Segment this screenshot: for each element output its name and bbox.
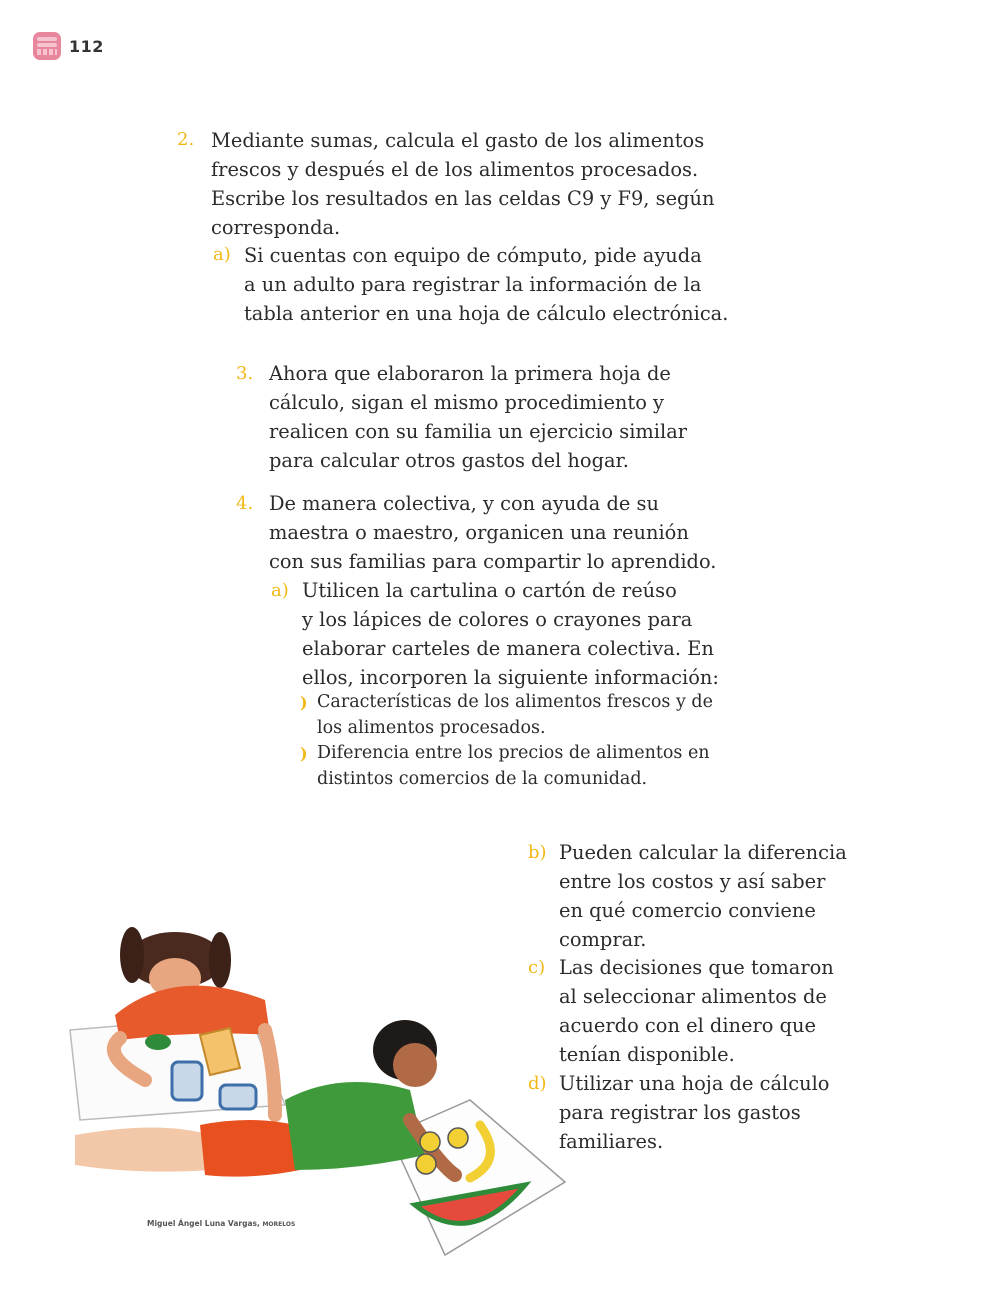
children-drawing-illustration: [60, 920, 570, 1260]
item-4d-text: [559, 1069, 829, 1156]
item-3-text: [269, 359, 687, 475]
credit-place: MORELOS: [262, 1221, 296, 1228]
text-line: Mediante sumas, calcula el gasto de los alimentos: [211, 129, 705, 152]
text-line: Pueden calcular la diferencia: [559, 841, 847, 864]
text-line: ellos, incorporen la siguiente información:: [302, 666, 719, 689]
text-line: acuerdo con el dinero que: [559, 1014, 816, 1037]
text-line: tabla anterior en una hoja de cálculo electrónica.: [244, 302, 729, 325]
item-4-number: 4.: [236, 493, 254, 514]
text-line: corresponda.: [211, 216, 341, 239]
text-line: al seleccionar alimentos de: [559, 985, 827, 1008]
text-line: Diferencia entre los precios de alimentos en: [317, 743, 710, 763]
item-4b-text: [559, 838, 847, 954]
text-line: familiares.: [559, 1130, 664, 1153]
item-3-number: 3.: [236, 363, 254, 384]
text-line: Utilizar una hoja de cálculo: [559, 1072, 830, 1095]
illustration-credit: [147, 1219, 295, 1228]
text-line: para calcular otros gastos del hogar.: [269, 449, 629, 472]
item-4a-text: [302, 576, 719, 692]
bullet-icon: ): [300, 744, 308, 763]
text-line: cálculo, sigan el mismo procedimiento y: [269, 391, 664, 414]
text-line: Características de los alimentos frescos y de: [317, 692, 713, 712]
text-line: Ahora que elaboraron la primera hoja de: [269, 362, 671, 385]
item-2a-text: [244, 241, 728, 328]
text-line: a un adulto para registrar la información de la: [244, 273, 702, 296]
text-line: Las decisiones que tomaron: [559, 956, 834, 979]
text-line: los alimentos procesados.: [317, 717, 546, 738]
text-line: frescos y después el de los alimentos procesados.: [211, 158, 699, 181]
page-header: [33, 32, 104, 60]
book-logo-icon: [33, 32, 61, 60]
bullet-item: [317, 741, 710, 792]
item-4b-label: b): [528, 842, 547, 863]
text-line: y los lápices de colores o crayones para: [302, 608, 693, 631]
text-line: distintos comercios de la comunidad.: [317, 768, 648, 789]
text-line: para registrar los gastos: [559, 1101, 801, 1124]
text-line: De manera colectiva, y con ayuda de su: [269, 492, 659, 515]
text-line: en qué comercio conviene: [559, 899, 816, 922]
item-2a-label: a): [213, 244, 231, 265]
item-2-number: 2.: [177, 129, 195, 150]
text-line: entre los costos y así saber: [559, 870, 826, 893]
text-line: Escribe los resultados en las celdas C9 y F9, según: [211, 187, 715, 210]
text-line: tenían disponible.: [559, 1043, 735, 1066]
text-line: con sus familias para compartir lo aprendido.: [269, 550, 717, 573]
item-4d-label: d): [528, 1073, 547, 1094]
bullet-icon: ): [300, 693, 308, 712]
text-line: Utilicen la cartulina o cartón de reúso: [302, 579, 677, 602]
bullet-item: [317, 690, 713, 741]
item-2-text: [211, 126, 714, 242]
item-4-text: [269, 489, 716, 576]
text-line: realicen con su familia un ejercicio similar: [269, 420, 688, 443]
credit-name: Miguel Ángel Luna Vargas,: [147, 1219, 260, 1228]
text-line: comprar.: [559, 928, 647, 951]
item-4a-label: a): [271, 580, 289, 601]
text-line: Si cuentas con equipo de cómputo, pide ayuda: [244, 244, 702, 267]
item-4c-label: c): [528, 957, 546, 978]
text-line: maestra o maestro, organicen una reunión: [269, 521, 689, 544]
item-4c-text: [559, 953, 834, 1069]
page-number: 112: [69, 36, 104, 56]
text-line: elaborar carteles de manera colectiva. En: [302, 637, 714, 660]
